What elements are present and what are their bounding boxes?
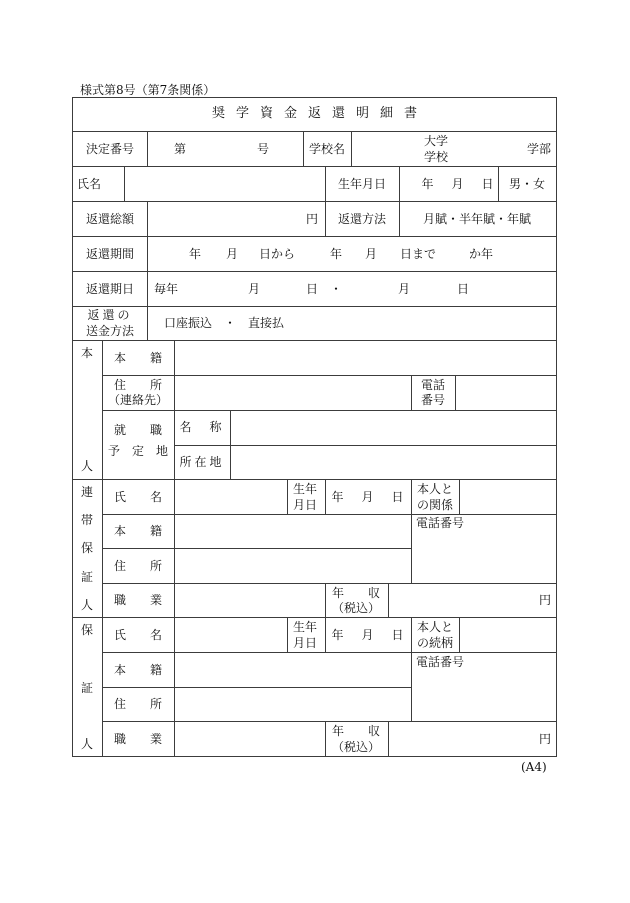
- cell-divider: [459, 479, 460, 514]
- row-divider: [174, 445, 557, 446]
- cell-divider: [325, 617, 326, 652]
- section-rentai-char-2: 帯: [80, 513, 94, 527]
- period-from: 日から: [258, 247, 296, 261]
- repayment-period-label: 返還期間: [85, 247, 135, 261]
- company-name-label: 名 称: [179, 420, 225, 434]
- row-divider: [72, 271, 557, 272]
- rentai-occupation-label: 職 業: [113, 593, 163, 607]
- section-side-divider: [102, 340, 103, 756]
- section-rentai-char-1: 連: [80, 485, 94, 499]
- contact-label: （連絡先）: [107, 393, 169, 407]
- remit-method-label-1: 返還の: [87, 308, 133, 322]
- decision-number-label: 決定番号: [85, 142, 135, 156]
- cell-divider: [325, 583, 326, 617]
- row-divider: [102, 583, 557, 584]
- school-label: 学校: [423, 150, 449, 164]
- hosho-relation-label-2: の続柄: [416, 636, 454, 650]
- birth-date-label: 生年月日: [337, 177, 387, 191]
- cell-divider: [388, 583, 389, 617]
- form-title: 奨学資金返還明細書: [211, 106, 429, 121]
- row-divider: [102, 548, 411, 549]
- phone-label-1: 電話: [420, 378, 446, 392]
- remit-method-label-2: 送金方法: [85, 324, 135, 338]
- name-label: 氏名: [76, 177, 102, 191]
- repayment-method-label: 返還方法: [337, 212, 387, 226]
- repayment-total-label: 返還総額: [85, 212, 135, 226]
- row-divider: [102, 514, 557, 515]
- school-name-label: 学校名: [308, 142, 346, 156]
- cell-divider: [325, 166, 326, 201]
- row-divider: [72, 340, 557, 341]
- rentai-phone-label: 電話番号: [416, 516, 465, 530]
- rentai-birth-value: 年 月 日: [331, 490, 407, 504]
- section-divider: [72, 479, 557, 480]
- cell-divider: [455, 375, 456, 410]
- hosho-income-yen: 円: [538, 732, 552, 746]
- cell-divider: [411, 375, 412, 410]
- paper-size-label: (A4): [521, 760, 547, 774]
- section-honnin-char-1: 本: [80, 346, 94, 360]
- repayment-method-value: 月賦・半年賦・年賦: [422, 212, 532, 226]
- due-day2: 日: [456, 282, 470, 296]
- cell-divider: [399, 166, 400, 201]
- hosho-relation-label-1: 本人と: [416, 620, 454, 634]
- cell-divider: [411, 479, 412, 583]
- birth-date-value: 年 月 日: [421, 177, 497, 191]
- table-border-top: [72, 97, 557, 98]
- cell-divider: [147, 201, 148, 340]
- rentai-income-label-2: （税込）: [331, 601, 381, 615]
- rentai-birth-label-2: 月日: [292, 498, 318, 512]
- section-rentai-char-5: 人: [80, 598, 94, 612]
- sex-label: 男・女: [508, 177, 546, 191]
- cell-divider: [287, 479, 288, 514]
- row-divider: [72, 201, 557, 202]
- cell-divider: [174, 340, 175, 479]
- form-number-label: 様式第8号（第7条関係）: [80, 83, 216, 97]
- row-divider: [102, 652, 557, 653]
- rentai-relation-label-1: 本人と: [416, 482, 454, 496]
- hosho-honseki-label: 本 籍: [113, 663, 163, 677]
- due-date-label: 返還期日: [85, 282, 135, 296]
- rentai-income-yen: 円: [538, 593, 552, 607]
- period-month1: 月: [225, 247, 239, 261]
- row-divider: [102, 721, 557, 722]
- row-divider: [102, 375, 557, 376]
- due-month2: 月: [397, 282, 411, 296]
- table-border-right: [556, 97, 557, 757]
- remit-method-value: 口座振込 ・ 直接払: [163, 316, 285, 330]
- row-divider: [102, 410, 557, 411]
- hosho-name-label: 氏 名: [113, 628, 163, 642]
- rentai-address-label: 住 所: [113, 559, 163, 573]
- cell-divider: [303, 131, 304, 166]
- table-border-left: [72, 97, 73, 757]
- cell-divider: [411, 617, 412, 721]
- hosho-birth-label-1: 生年: [292, 620, 318, 634]
- cell-divider: [325, 721, 326, 756]
- cell-divider: [325, 201, 326, 236]
- row-divider: [72, 131, 557, 132]
- rentai-name-label: 氏 名: [113, 490, 163, 504]
- period-month2: 月: [364, 247, 378, 261]
- period-year1: 年: [188, 247, 202, 261]
- hosho-income-label-1: 年 収: [331, 724, 381, 738]
- hosho-occupation-label: 職 業: [113, 732, 163, 746]
- hosho-birth-value: 年 月 日: [331, 628, 407, 642]
- rentai-birth-label-1: 生年: [292, 482, 318, 496]
- cell-divider: [230, 410, 231, 479]
- hosho-address-label: 住 所: [113, 697, 163, 711]
- honseki-label: 本 籍: [113, 351, 163, 365]
- period-year2: 年: [329, 247, 343, 261]
- section-hosho-char-1: 保: [80, 623, 94, 637]
- company-location-label: 所在地: [179, 455, 225, 469]
- section-hosho-char-2: 証: [80, 681, 94, 695]
- employment-label-2: 予 定 地: [107, 444, 169, 458]
- university-label: 大学: [423, 134, 449, 148]
- cell-divider: [388, 721, 389, 756]
- rentai-honseki-label: 本 籍: [113, 524, 163, 538]
- period-years: か年: [468, 247, 494, 261]
- hosho-birth-label-2: 月日: [292, 636, 318, 650]
- cell-divider: [399, 201, 400, 236]
- section-hosho-char-3: 人: [80, 737, 94, 751]
- section-rentai-char-4: 証: [80, 570, 94, 584]
- address-label: 住 所: [113, 378, 163, 392]
- section-divider: [72, 617, 557, 618]
- hosho-income-label-2: （税込）: [331, 740, 381, 754]
- decision-go-label: 号: [256, 142, 270, 156]
- row-divider: [102, 687, 411, 688]
- cell-divider: [147, 131, 148, 166]
- hosho-phone-label: 電話番号: [416, 655, 465, 669]
- cell-divider: [498, 166, 499, 201]
- employment-label-1: 就 職: [113, 423, 163, 437]
- total-yen-unit: 円: [305, 212, 319, 226]
- row-divider: [72, 236, 557, 237]
- period-to: 日まで: [399, 247, 437, 261]
- row-divider: [72, 166, 557, 167]
- rentai-relation-label-2: の関係: [416, 498, 454, 512]
- due-every-year: 毎年: [153, 282, 179, 296]
- due-day1: 日: [305, 282, 319, 296]
- due-separator: ・: [329, 282, 343, 296]
- cell-divider: [174, 617, 175, 756]
- phone-label-2: 番号: [420, 393, 446, 407]
- table-border-bottom: [72, 756, 557, 757]
- cell-divider: [459, 617, 460, 652]
- section-honnin-char-2: 人: [80, 459, 94, 473]
- faculty-label: 学部: [526, 142, 552, 156]
- cell-divider: [174, 479, 175, 617]
- section-rentai-char-3: 保: [80, 541, 94, 555]
- cell-divider: [351, 131, 352, 166]
- rentai-income-label-1: 年 収: [331, 586, 381, 600]
- cell-divider: [124, 166, 125, 201]
- due-month1: 月: [247, 282, 261, 296]
- cell-divider: [287, 617, 288, 652]
- row-divider: [72, 306, 557, 307]
- decision-dai-label: 第: [173, 142, 187, 156]
- cell-divider: [325, 479, 326, 514]
